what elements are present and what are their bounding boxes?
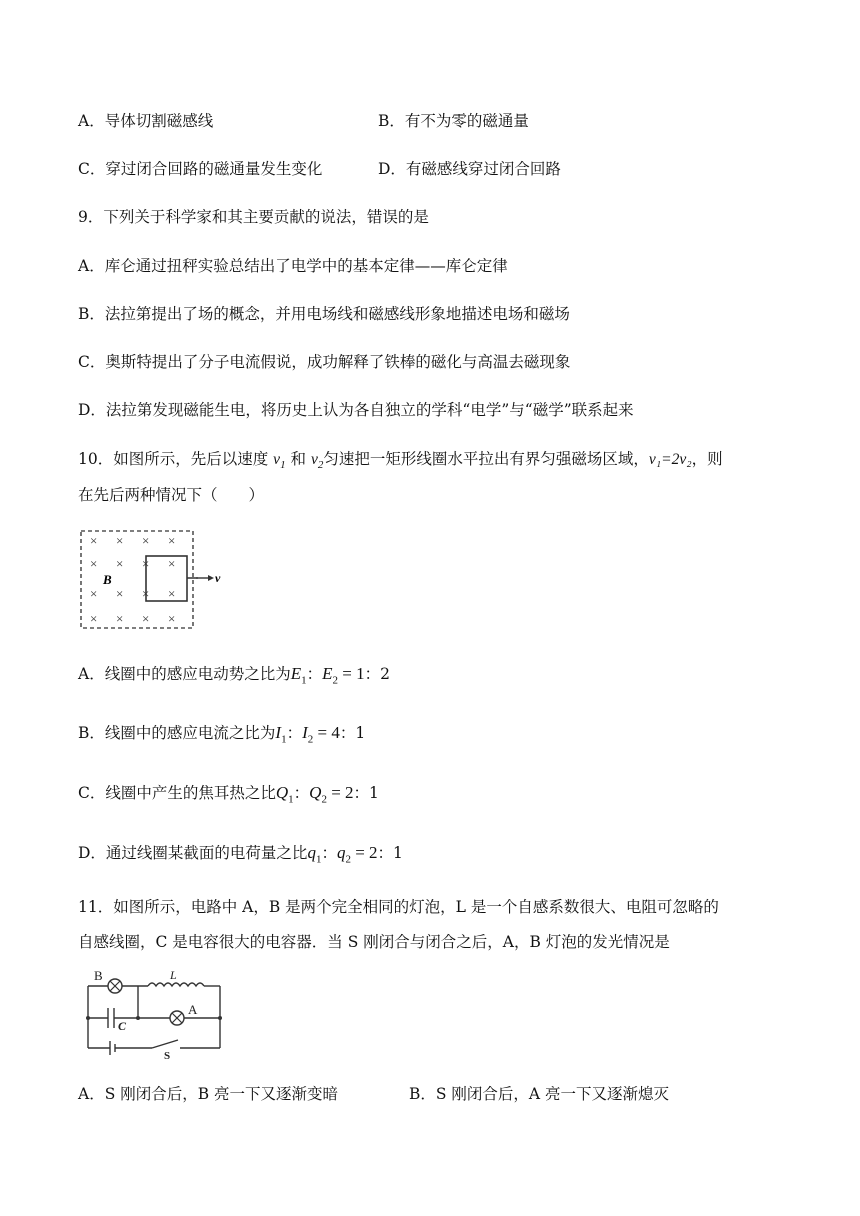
q10-stem-part-b: 匀速把一矩形线圈水平拉出有界匀强磁场区域， bbox=[323, 450, 649, 468]
q10-option-a: A．线圈中的感应电动势之比为$E_1$：$E_2 = 1$：2 bbox=[78, 664, 390, 687]
q10-relation: v₁=2v₂ bbox=[648, 451, 692, 468]
field-cross-icon: × bbox=[142, 586, 150, 601]
field-cross-icon: × bbox=[90, 611, 98, 626]
lamp-a-icon bbox=[170, 1011, 184, 1025]
q9-option-c: C．奥斯特提出了分子电流假说，成功解释了铁棒的磁化与高温去磁现象 bbox=[78, 353, 571, 371]
field-boundary bbox=[81, 531, 193, 628]
field-cross-icon: × bbox=[168, 556, 176, 571]
field-cross-icon: × bbox=[90, 586, 98, 601]
q10-stem-line1 bbox=[78, 448, 723, 476]
circuit-label-a: A bbox=[188, 1002, 198, 1017]
q11-stem-line1: 11．如图所示，电路中 A，B 是两个完全相同的灯泡，L 是一个自感系数很大、电阻可忽略的 bbox=[78, 898, 719, 916]
lamp-b-icon bbox=[108, 979, 122, 993]
field-cross-icon: × bbox=[168, 533, 176, 548]
velocity-label-v: v bbox=[215, 571, 221, 585]
field-cross-icon: × bbox=[168, 586, 176, 601]
field-cross-icon: × bbox=[116, 611, 124, 626]
field-cross-icon: × bbox=[90, 533, 98, 548]
q8-option-c: C．穿过闭合回路的磁通量发生变化 bbox=[78, 160, 323, 178]
q10-v1: $v_1$ bbox=[273, 451, 286, 472]
q11-stem-line2: 自感线圈，C 是电容很大的电容器．当 S 刚闭合与闭合之后，A，B 灯泡的发光情况是 bbox=[78, 933, 670, 951]
inductor-coil bbox=[148, 983, 204, 986]
field-cross-icon: × bbox=[116, 586, 124, 601]
field-cross-icon: × bbox=[116, 533, 124, 548]
field-cross-icon: × bbox=[90, 556, 98, 571]
field-cross-icon: × bbox=[142, 556, 150, 571]
switch-lever bbox=[152, 1040, 178, 1048]
q10-option-b: B．线圈中的感应电流之比为$I_1$：$I_2 = 4$：1 bbox=[78, 723, 366, 746]
field-cross-icon: × bbox=[142, 611, 150, 626]
arrow-head-icon bbox=[208, 575, 214, 581]
circuit-label-l: L bbox=[170, 968, 177, 982]
circuit-label-c: C bbox=[118, 1019, 127, 1033]
q10-stem-line2: 在先后两种情况下（ ） bbox=[78, 486, 265, 504]
q8-option-a: A．导体切割磁感线 bbox=[78, 112, 214, 130]
rectangular-coil bbox=[146, 556, 187, 601]
field-cross-icon: × bbox=[116, 556, 124, 571]
q10-option-c: C．线圈中产生的焦耳热之比$Q_1$：$Q_2 = 2$：1 bbox=[78, 783, 379, 806]
field-cross-icon: × bbox=[142, 533, 150, 548]
q10-option-d: D．通过线圈某截面的电荷量之比$q_1$：$q_2 = 2$：1 bbox=[78, 843, 403, 866]
q8-option-d: D．有磁感线穿过闭合回路 bbox=[378, 160, 561, 178]
q8-option-b: B．有不为零的磁通量 bbox=[378, 112, 529, 130]
q10-magnetic-field-figure bbox=[78, 528, 198, 632]
q9-option-a: A．库仑通过扭秤实验总结出了电学中的基本定律——库仑定律 bbox=[78, 257, 508, 275]
q11-circuit-diagram bbox=[80, 968, 230, 1060]
circuit-label-s: S bbox=[164, 1050, 171, 1060]
field-label-b: B bbox=[103, 572, 112, 587]
q9-stem: 9．下列关于科学家和其主要贡献的说法，错误的是 bbox=[78, 208, 429, 226]
q10-stem-part-a: 10．如图所示，先后以速度 bbox=[78, 450, 269, 468]
q11-option-b: B．S 刚闭合后，A 亮一下又逐渐熄灭 bbox=[409, 1085, 670, 1103]
q10-velocity-arrow bbox=[196, 568, 226, 588]
q10-v2: $v_2$ bbox=[310, 451, 324, 472]
q10-and: 和 bbox=[290, 450, 307, 468]
circuit-label-b: B bbox=[94, 968, 103, 983]
field-cross-icon: × bbox=[168, 611, 176, 626]
q9-option-b: B．法拉第提出了场的概念，并用电场线和磁感线形象地描述电场和磁场 bbox=[78, 305, 570, 323]
q10-stem-part-c: ，则 bbox=[691, 450, 723, 468]
q9-option-d: D．法拉第发现磁能生电，将历史上认为各自独立的学科“电学”与“磁学”联系起来 bbox=[78, 401, 634, 419]
q11-option-a: A．S 刚闭合后，B 亮一下又逐渐变暗 bbox=[78, 1085, 339, 1103]
